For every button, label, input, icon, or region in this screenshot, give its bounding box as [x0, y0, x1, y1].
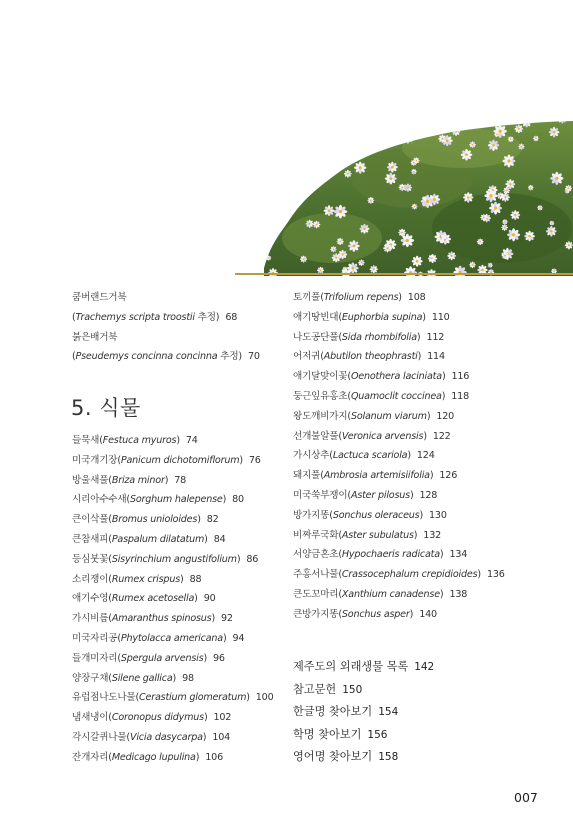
- plant-scientific-name: Panicum dichotomiflorum: [120, 454, 240, 466]
- plant-korean-name: 미국쑥부쟁이(: [293, 489, 351, 501]
- toc-entry: [72, 728, 274, 748]
- plant-scientific-name: Amaranthus spinosus: [111, 613, 212, 625]
- back-matter-list: [293, 656, 434, 769]
- plant-scientific-name: Ambrosia artemisiifolia: [323, 470, 430, 482]
- page-ref: 108: [407, 292, 426, 303]
- plant-scientific-name: Sisyrinchium angustifolium: [111, 553, 237, 565]
- back-matter-label: 참고문헌: [293, 682, 337, 696]
- page-ref: 124: [416, 450, 435, 462]
- plant-korean-name: 각시갈퀴나물(: [72, 731, 130, 743]
- paren: ): [439, 549, 444, 561]
- paren: ): [413, 529, 418, 541]
- page-ref: 140: [419, 608, 437, 620]
- plant-scientific-name: Rumex acetosella: [111, 593, 195, 605]
- plant-korean-name: 주홍서나물(: [293, 569, 342, 581]
- page-ref: 86: [246, 553, 259, 565]
- page-ref: 116: [451, 371, 470, 383]
- plant-korean-name: 애기달맞이꽃(: [293, 371, 351, 383]
- page-ref: 134: [449, 549, 468, 561]
- plant-scientific-name: Rumex crispus: [111, 573, 181, 585]
- page-ref: 104: [212, 731, 231, 743]
- page-ref: 76: [248, 454, 261, 466]
- toc-entry: [293, 387, 505, 407]
- plant-korean-name: 큰도꼬마리(: [293, 588, 342, 600]
- plant-korean-name: 왕도깨비가지(: [293, 410, 351, 422]
- paren: ): [180, 573, 184, 585]
- paren: ): [197, 514, 201, 526]
- page-ref: 130: [429, 509, 447, 521]
- plant-korean-name: 둥근잎유홍초(: [293, 390, 351, 402]
- paren: ): [164, 474, 169, 486]
- plant-scientific-name: Sonchus asper: [341, 608, 410, 620]
- page-ref: 106: [205, 751, 223, 763]
- back-matter-label: 한글명 찾아보기: [293, 705, 373, 718]
- paren: ): [423, 430, 427, 442]
- plant-korean-name: 유럽점나도나물(: [72, 692, 140, 704]
- plant-korean-name: 토끼풀(: [293, 292, 324, 303]
- toc-entry: [293, 367, 505, 387]
- toc-entry: [72, 451, 274, 471]
- plant-scientific-name: Crassocephalum crepidioides: [341, 569, 478, 581]
- toc-entry: [293, 565, 505, 585]
- plant-scientific-name: Paspalum dilatatum: [111, 533, 205, 545]
- toc-entry: [72, 431, 274, 451]
- page-ref: 138: [449, 588, 468, 600]
- plant-korean-name: 서양금혼초(: [293, 549, 342, 561]
- plant-korean-name: 나도공단풀(: [293, 331, 342, 343]
- paren: ): [239, 454, 243, 466]
- paren: ): [409, 489, 414, 501]
- paren: ): [429, 470, 434, 482]
- page-number: 007: [514, 790, 538, 805]
- toc-entry: [72, 471, 274, 491]
- paren: ): [477, 569, 481, 581]
- plant-scientific-name: Solanum viarum: [350, 410, 427, 422]
- paren: ): [246, 692, 250, 704]
- plant-scientific-name: Sonchus oleraceus: [332, 509, 420, 521]
- paren: ): [203, 712, 208, 724]
- toc-entry: [72, 649, 274, 669]
- plant-korean-name: 양장구채(: [72, 672, 112, 684]
- gold-divider-line: [235, 273, 573, 275]
- paren: ): [195, 751, 200, 763]
- toc-entry: [293, 526, 505, 546]
- plant-scientific-name: Silene gallica: [111, 672, 173, 684]
- toc-entry: [72, 748, 274, 768]
- page-ref: 136: [486, 569, 505, 581]
- page-ref: 88: [189, 573, 202, 585]
- plant-scientific-name: Hypochaeris radicata: [341, 549, 440, 561]
- toc-entry: [293, 347, 505, 367]
- back-matter-label: 제주도의 외래생물 목록: [293, 660, 409, 673]
- paren: ): [407, 450, 411, 462]
- plant-korean-name: 선개불알풀(: [293, 430, 342, 442]
- page-ref: 96: [212, 652, 225, 664]
- paren: ): [426, 410, 431, 422]
- page-ref: 126: [439, 470, 458, 482]
- toc-entry: [72, 688, 274, 708]
- page-ref: 90: [203, 593, 216, 605]
- back-matter-entry: [293, 656, 434, 679]
- paren: ): [202, 731, 207, 743]
- toc-entry: [293, 545, 505, 565]
- plant-korean-name: 애기땅빈대(: [293, 311, 342, 323]
- toc-entry: [72, 609, 274, 629]
- paren: ): [441, 390, 446, 402]
- toc-entry: [72, 589, 274, 609]
- plant-scientific-name: Phytolacca americana: [120, 632, 223, 644]
- plant-korean-name: 어저귀(: [293, 351, 324, 363]
- page-ref: 74: [185, 435, 198, 446]
- page-ref: 150: [342, 683, 363, 696]
- paren: ): [211, 613, 216, 625]
- toc-entry: [293, 407, 505, 427]
- plant-scientific-name: Aster pilosus: [350, 489, 410, 501]
- plant-scientific-name: Xanthium canadense: [341, 588, 440, 600]
- toc-entry: [72, 629, 274, 649]
- back-matter-entry: [293, 701, 434, 724]
- paren: ): [194, 593, 198, 605]
- plant-korean-name: 소리쟁이(: [72, 573, 112, 585]
- page-ref: 128: [419, 489, 438, 501]
- toc-entry: [293, 486, 505, 506]
- plant-scientific-name: Sida rhombifolia: [341, 331, 417, 343]
- page-ref: 156: [367, 728, 388, 741]
- toc-entry: [293, 506, 505, 526]
- plant-scientific-name: Trifolium repens: [323, 292, 399, 303]
- paren: ): [422, 311, 426, 323]
- page-ref: 118: [451, 390, 469, 402]
- plant-korean-name: 돼지풀(: [293, 470, 324, 482]
- page-ref: 114: [427, 351, 445, 363]
- plant-scientific-name: Sorghum halepense: [129, 494, 223, 506]
- toc-entry: [72, 530, 274, 550]
- page-ref: 142: [414, 661, 435, 673]
- toc-entry: (Pseudemys concinna concinna 추정) 70: [72, 351, 260, 363]
- toc-entry: [72, 708, 274, 728]
- page-ref: 132: [423, 529, 442, 541]
- page-ref: 120: [436, 410, 455, 422]
- section-title: 5. 식물: [71, 396, 141, 420]
- plant-scientific-name: Abutilon theophrasti: [323, 351, 418, 363]
- paren: ): [417, 351, 422, 363]
- back-matter-label: 영어명 찾아보기: [293, 750, 373, 763]
- plant-scientific-name: Veronica arvensis: [341, 430, 424, 442]
- page-ref: 80: [232, 494, 244, 506]
- toc-entry: [293, 585, 505, 605]
- back-matter-entry: [293, 679, 434, 702]
- plant-korean-name: 큰참새피(: [72, 533, 112, 545]
- paren: ): [439, 588, 444, 600]
- toc-entry: [293, 466, 505, 486]
- back-matter-entry: [293, 746, 434, 769]
- aster-flowers-photo: [262, 118, 573, 276]
- toc-entry: [72, 669, 274, 689]
- plant-korean-name: 시리아수수새(: [72, 494, 130, 506]
- plant-scientific-name: Quamoclit coccinea: [350, 390, 442, 402]
- toc-entry: [72, 490, 274, 510]
- toc-entry: [293, 328, 505, 348]
- paren: ): [204, 533, 208, 545]
- paren: ): [222, 494, 227, 506]
- paren: ): [203, 652, 207, 664]
- page-ref: 82: [206, 514, 219, 526]
- plant-korean-name: 들묵새(: [72, 435, 103, 446]
- plant-korean-name: 애기수영(: [72, 593, 112, 605]
- toc-entry: 붉은배거북: [72, 331, 118, 343]
- page-ref: 102: [213, 712, 232, 724]
- toc-entry: [293, 605, 505, 625]
- toc-entry: [72, 510, 274, 530]
- back-matter-entry: [293, 724, 434, 747]
- paren: ): [236, 553, 241, 565]
- plant-scientific-name: Aster subulatus: [341, 529, 414, 541]
- plant-korean-name: 잔개자리(: [72, 751, 112, 763]
- toc-entry: [293, 427, 505, 447]
- toc-right-column: [293, 288, 505, 625]
- paren: ): [176, 435, 180, 446]
- page-ref: 78: [174, 474, 187, 486]
- page-ref: 122: [432, 430, 451, 442]
- plant-korean-name: 가시비름(: [72, 613, 112, 625]
- plant-scientific-name: Cerastium glomeratum: [139, 692, 247, 704]
- toc-entry: [72, 570, 274, 590]
- plant-scientific-name: Vicia dasycarpa: [129, 731, 203, 743]
- plant-scientific-name: Festuca myuros: [102, 435, 177, 446]
- page-ref: 94: [232, 632, 245, 644]
- plant-korean-name: 방울새풀(: [72, 474, 112, 486]
- page-ref: 98: [182, 672, 194, 684]
- plant-korean-name: 등심붓꽃(: [72, 553, 112, 565]
- plant-scientific-name: Lactuca scariola: [332, 450, 408, 462]
- plant-scientific-name: Medicago lupulina: [111, 751, 196, 763]
- plant-scientific-name: Oenothera laciniata: [350, 371, 442, 383]
- plant-korean-name: 큰이삭풀(: [72, 514, 112, 526]
- paren: ): [172, 672, 177, 684]
- plant-korean-name: 미국자리공(: [72, 632, 121, 644]
- page-ref: 110: [431, 311, 450, 323]
- plant-korean-name: 가시상추(: [293, 450, 333, 462]
- plant-korean-name: 미국개기장(: [72, 454, 121, 466]
- paren: ): [398, 292, 402, 303]
- plant-scientific-name: Bromus unioloides: [111, 514, 198, 526]
- toc-entry: [293, 308, 505, 328]
- toc-entry: [72, 550, 274, 570]
- page-ref: 100: [255, 692, 274, 704]
- plant-korean-name: 비짜루국화(: [293, 529, 342, 541]
- toc-entry: [293, 288, 505, 308]
- plant-scientific-name: Coronopus didymus: [111, 712, 204, 724]
- page-ref: 112: [426, 331, 445, 343]
- page-ref: 84: [213, 533, 226, 545]
- plant-scientific-name: Euphorbia supina: [341, 311, 423, 323]
- toc-entry: (Trachemys scripta troostii 추정) 68: [72, 311, 238, 323]
- toc-entry: 쿰버랜드거북: [72, 292, 127, 303]
- plant-korean-name: 냄새냉이(: [72, 712, 112, 724]
- page-ref: 158: [378, 751, 399, 763]
- page-ref: 154: [378, 706, 399, 718]
- toc-left-column: [72, 431, 274, 768]
- paren: ): [409, 608, 414, 620]
- page-ref: 92: [221, 613, 233, 625]
- paren: ): [419, 509, 424, 521]
- paren: ): [441, 371, 446, 383]
- plant-korean-name: 들개미자리(: [72, 652, 121, 664]
- toc-entry: [293, 446, 505, 466]
- back-matter-label: 학명 찾아보기: [293, 727, 362, 741]
- previous-section-entries: [72, 288, 260, 367]
- paren: ): [222, 632, 227, 644]
- plant-scientific-name: Briza minor: [111, 474, 165, 486]
- paren: ): [416, 331, 421, 343]
- plant-korean-name: 방가지똥(: [293, 509, 333, 521]
- plant-korean-name: 큰방가지똥(: [293, 608, 342, 620]
- plant-scientific-name: Spergula arvensis: [120, 652, 204, 664]
